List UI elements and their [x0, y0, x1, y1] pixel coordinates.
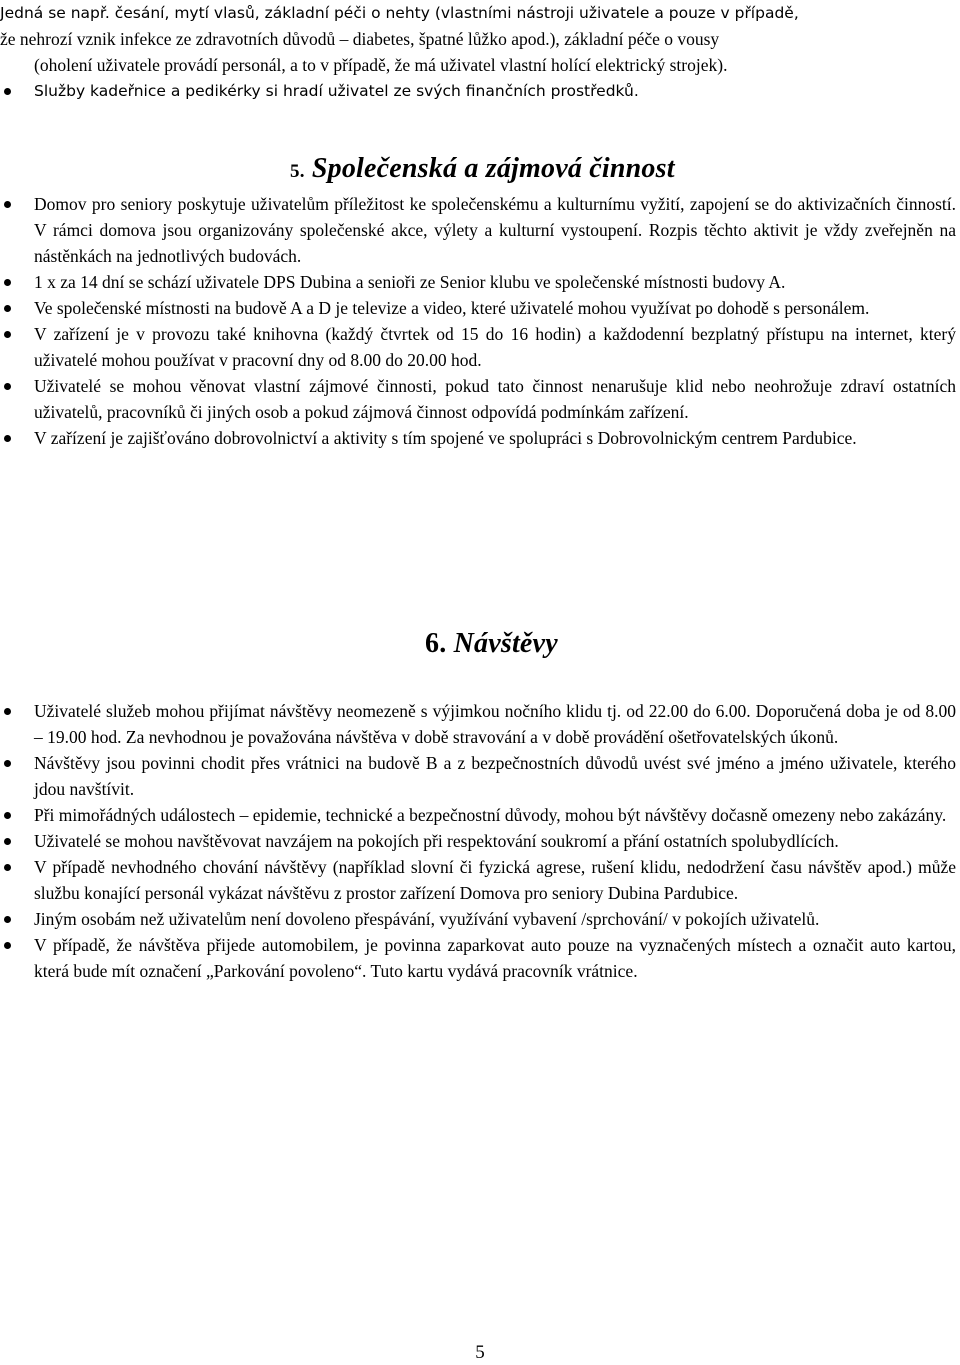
bullet-icon — [4, 331, 11, 338]
bullet-icon — [4, 88, 11, 95]
list-item-text: Při mimořádných událostech – epidemie, technické a bezpečnostní důvody, mohou být návštěvy dočasně omezeny nebo zakázány. — [34, 805, 947, 825]
bullet-icon — [4, 279, 11, 286]
intro-paragraph — [0, 0, 956, 78]
list-item — [0, 425, 960, 451]
list-item-text: Jiným osobám než uživatelům není dovoleno přespávání, využívání vybavení /sprchování/ v pokojích uživatelů. — [34, 909, 820, 929]
bullet-icon — [4, 305, 11, 312]
list-item — [0, 906, 960, 932]
list-item — [0, 373, 960, 425]
list-item-text: Služby kadeřnice a pedikérky si hradí uživatel ze svých finančních prostředků. — [34, 82, 639, 100]
list-item-text: V zařízení je v provozu také knihovna (každý čtvrtek od 15 do 16 hodin) a každodenní bezplatný přístupu na internet, který uživatelé mohou používat v pracovní dny od 8.00 do 20.00 hod. — [34, 324, 956, 370]
page-number: 5 — [475, 1342, 485, 1363]
list-item — [0, 698, 960, 750]
list-item — [0, 854, 960, 906]
bullet-icon — [4, 916, 11, 923]
section-5-title: Společenská a zájmová činnost — [311, 153, 675, 184]
section-5-list — [0, 191, 960, 451]
list-item-text: Uživatelé se mohou věnovat vlastní zájmové činnosti, pokud tato činnost nenarušuje klid nebo neohrožuje zdraví ostatních uživatelů, pracovníků či jiných osob a pokud zájmová činnost odpovídá podmínkám zařízení. — [34, 376, 956, 422]
list-item-text: V zařízení je zajišťováno dobrovolnictví a aktivity s tím spojené ve spolupráci s Dobrovolnickým centrem Pardubice. — [34, 428, 857, 448]
bullet-icon — [4, 760, 11, 767]
section-6-title: Návštěvy — [453, 628, 558, 659]
bullet-icon — [4, 864, 11, 871]
bullet-icon — [4, 435, 11, 442]
bullet-icon — [4, 201, 11, 208]
intro-line-1: Jedná se např. česání, mytí vlasů, základní péči o nehty (vlastními nástroji uživatele a pouze v případě, — [0, 4, 799, 22]
section-6-list — [0, 698, 960, 984]
section-5-heading — [290, 153, 675, 185]
list-item — [0, 269, 960, 295]
list-item-text: Domov pro seniory poskytuje uživatelům příležitost ke společenskému a kulturnímu vyžití, zapojení se do aktivizačních činností. V rámci domova jsou organizovány společenské akce, výlety a kulturní vystoupení. Rozpis těchto aktivit je vždy zveřejněn na nástěnkách na jednotlivých budovách. — [34, 194, 956, 266]
section-6-number: 6. — [425, 628, 447, 659]
list-item-text: Návštěvy jsou povinni chodit přes vrátnici na budově B a z bezpečnostních důvodů uvést své jméno a jméno uživatele, kterého jdou navštívit. — [34, 753, 956, 799]
section-6-heading — [425, 628, 558, 660]
list-item — [0, 321, 960, 373]
list-item-text: V případě nevhodného chování návštěvy (například slovní či fyzická agrese, rušení klidu, nedodržení času návštěv apod.) může službu konající personál vykázat návštěvu z prostor zařízení Domova pro seniory Dubina Pardubice. — [34, 857, 956, 903]
section-5-number: 5. — [290, 161, 305, 182]
list-item — [0, 828, 960, 854]
list-item-text: Uživatelé služeb mohou přijímat návštěvy neomezeně s výjimkou nočního klidu tj. od 22.00 do 6.00. Doporučená doba je od 8.00 – 19.00 hod. Za nevhodnou je považována návštěva v době stravování a v době provádění ošetřovatelských úkonů. — [34, 701, 956, 747]
list-item-text: Ve společenské místnosti na budově A a D je televize a video, které uživatelé mohou využívat po dohodě s personálem. — [34, 298, 870, 318]
list-item — [0, 78, 960, 104]
list-item-text: 1 x za 14 dní se schází uživatele DPS Dubina a senioři ze Senior klubu ve společenské místnosti budovy A. — [34, 272, 786, 292]
list-item — [0, 802, 960, 828]
intro-bullet-list — [0, 78, 960, 104]
list-item — [0, 932, 960, 984]
list-item-text: Uživatelé se mohou navštěvovat navzájem na pokojích při respektování soukromí a přání ostatních spolubydlících. — [34, 831, 839, 851]
intro-line-3: (oholení uživatele provádí personál, a to v případě, že má uživatel vlastní holící elektrický strojek). — [34, 55, 728, 75]
bullet-icon — [4, 942, 11, 949]
bullet-icon — [4, 383, 11, 390]
intro-line-2: že nehrozí vznik infekce ze zdravotních důvodů – diabetes, špatné lůžko apod.), základní péče o vousy — [0, 29, 720, 49]
bullet-icon — [4, 838, 11, 845]
list-item — [0, 295, 960, 321]
bullet-icon — [4, 708, 11, 715]
list-item-text: V případě, že návštěva přijede automobilem, je povinna zaparkovat auto pouze na vyznačených místech a označit auto kartou, která bude mít označení „Parkování povoleno“. Tuto kartu vydává pracovník vrátnice. — [34, 935, 956, 981]
list-item — [0, 750, 960, 802]
bullet-icon — [4, 812, 11, 819]
list-item — [0, 191, 960, 269]
